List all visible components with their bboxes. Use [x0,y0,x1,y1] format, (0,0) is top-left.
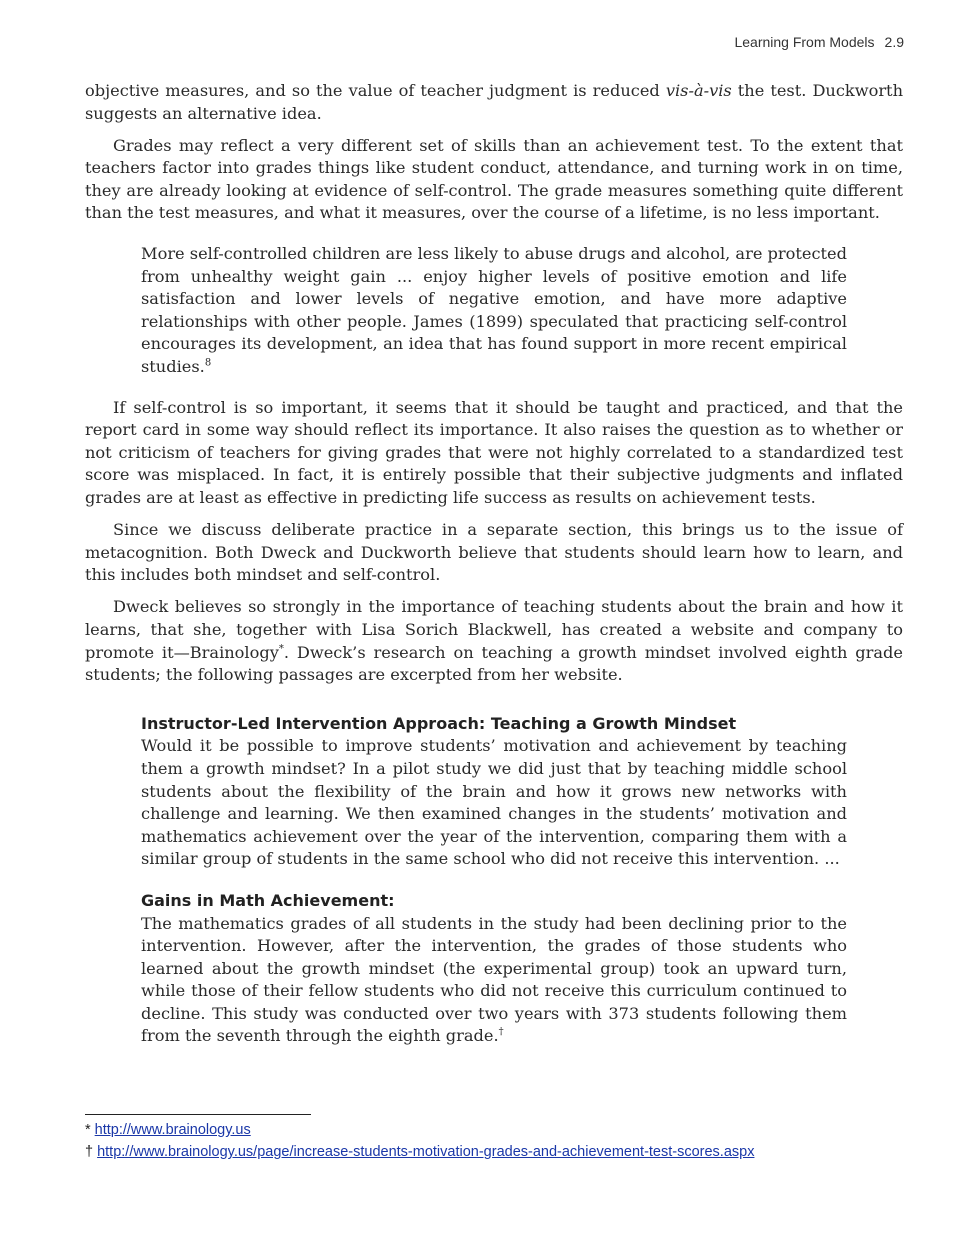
footnote-ref-dagger: † [498,1027,504,1039]
body-text [85,80,903,1066]
paragraph-5-text-a: Dweck believes so strongly in the importance of teaching students about the brain and how it learns, that she, together with Lisa Sorich Blackwell, has created a website and company to promote it—Brainology [85,597,903,662]
paragraph-2: Grades may reflect a very different set of skills than an achievement test. To the extent that teachers factor into grades things like student conduct, attendance, and turning work in on time, they are already looking at evidence of self-control. The grade measures something quite different than the test measures, and what it measures, over the course of a lifetime, is no less important. [85,135,903,223]
quote-text-1: Would it be possible to improve students’ motivation and achievement by teaching them a growth mindset? In a pilot study we did just that by teaching middle school students about the flexibility of the brain and how it grows new networks with challenge and learning. We then examined changes in the students’ motivation and mathematics achievement over the year of the intervention, comparing them with a similar group of students in the same school who did not receive this intervention. ... [141,736,847,869]
block-quote-2 [141,713,847,1048]
paragraph-4: Since we discuss deliberate practice in a separate section, this brings us to the issue of metacognition. Both Dweck and Duckworth believe that students should learn how to learn, and this includes both mindset and self-control. [85,520,903,585]
paragraph-1-text-b: the test. Duckworth suggests an alternative idea. [85,81,903,123]
quote-text-2-body: The mathematics grades of all students in the study had been declining prior to the intervention. However, after the intervention, the grades of those students who learned about the growth mindset (the experimental group) took an upward turn, while those of their fellow students who did not receive this curriculum continued to decline. This study was conducted over two years with 373 students following them from the seventh through the eighth grade. [141,913,847,1046]
footnote-ref-asterisk: * [278,643,284,655]
footnotes [85,1114,903,1163]
paragraph-5-text-b: . Dweck’s research on teaching a growth mindset involved eighth grade students; the following passages are excerpted from her website. [85,642,903,685]
quote-heading-2: Gains in Math Achievement: [141,890,395,910]
quote-section-2 [141,890,847,1048]
paragraph-1 [85,80,903,125]
footnote-rule [85,1114,311,1115]
footnote-2-link[interactable]: http://www.brainology.us/page/increase-students-motivation-grades-and-achievement-test-scores.aspx [97,1144,755,1160]
running-head-title: Learning From Models [734,34,875,50]
footnote-1-mark: * [85,1122,91,1138]
paragraph-5 [85,596,903,686]
footnote-1 [85,1119,903,1141]
page-number: 2.9 [884,34,904,50]
quote-text-2 [141,913,847,1049]
block-quote-1-text [141,243,847,379]
paragraph-1-emphasis: vis-à-vis [665,81,732,100]
footnote-2-mark: † [85,1144,94,1160]
block-quote-1 [141,243,847,379]
quote-heading-1: Instructor-Led Intervention Approach: Teaching a Growth Mindset [141,713,737,733]
block-quote-1-body: More self-controlled children are less likely to abuse drugs and alcohol, are protected from unhealthy weight gain ... enjoy higher levels of positive emotion and life satisfaction and lower levels of negative emotion, and have more adaptive relationships with other people. James (1899) speculated that practicing self-control encourages its development, an idea that has found support in more recent empirical studies. [141,244,847,377]
footnote-2 [85,1141,903,1163]
footnote-ref-8: 8 [204,357,212,369]
quote-section-1 [141,713,847,871]
footnote-1-link[interactable]: http://www.brainology.us [94,1122,251,1138]
paragraph-3: If self-control is so important, it seems that it should be taught and practiced, and that the report card in some way should reflect its importance. It also raises the question as to whether or not criticism of teachers for giving grades that were not highly correlated to a standardized test score was misplaced. In fact, it is entirely possible that their subjective judgments and inflated grades are at least as effective in predicting life success as results on achievement tests. [85,397,903,507]
running-head [734,34,904,50]
paragraph-1-text-a: objective measures, and so the value of teacher judgment is reduced [85,81,666,100]
